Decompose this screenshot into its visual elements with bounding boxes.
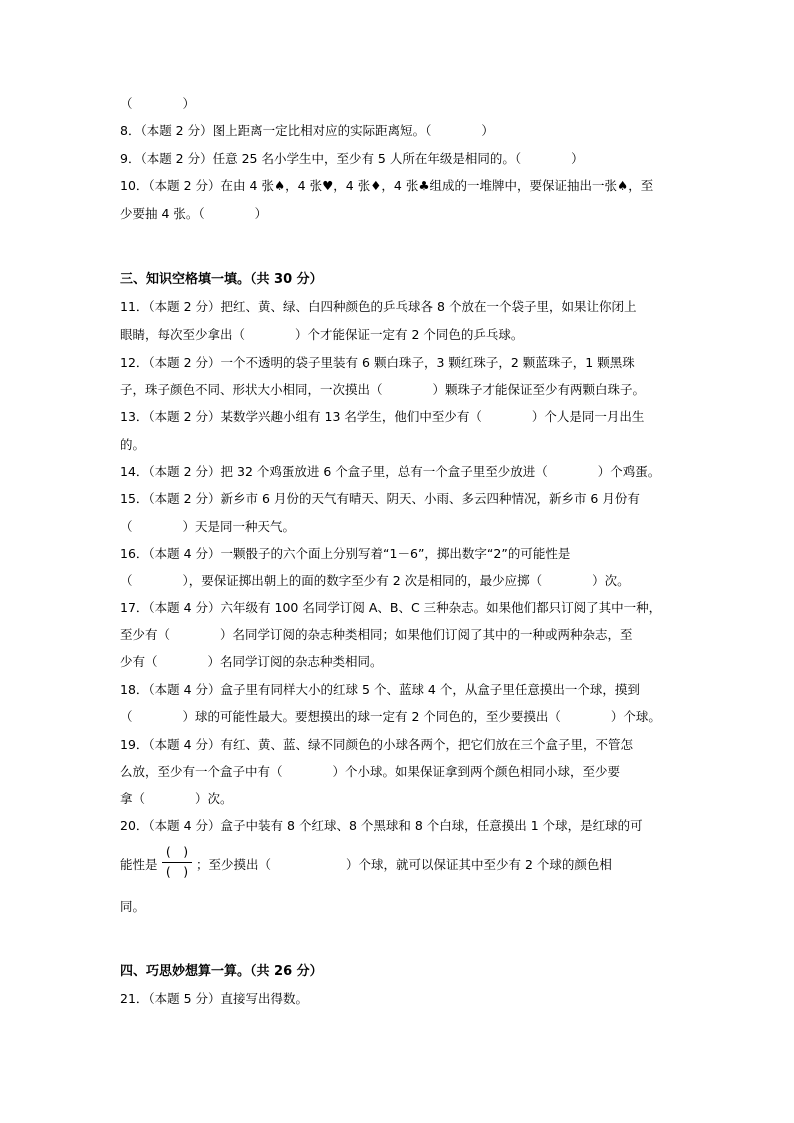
question-17-line-3: 少有（ ）名同学订阅的杂志种类相同。 [120, 654, 383, 669]
question-12-line-2: 子，珠子颜色不同、形状大小相同，一次摸出（ ）颗珠子才能保证至少有两颗白珠子。 [120, 382, 646, 397]
question-15-line-2: （ ）天是同一种天气。 [120, 519, 296, 534]
question-9: 9．（本题 2 分）任意 25 名小学生中，至少有 5 人所在年级是相同的。（ ） [120, 151, 584, 166]
section-4-heading: 四、巧思妙想算一算。（共 26 分） [120, 964, 323, 979]
question-16-line-2: （ ），要保证掷出朝上的面的数字至少有 2 次是相同的，最少应掷（ ）次。 [120, 573, 630, 588]
question-8: 8．（本题 2 分）图上距离一定比相对应的实际距离短。（ ） [120, 123, 494, 138]
question-19-line-3: 拿（ ）次。 [120, 791, 233, 806]
q7-answer-blank: （ ） [120, 96, 196, 111]
question-17-line-1: 17．（本题 4 分）六年级有 100 名同学订阅 A、B、C 三种杂志。如果他们都只订阅了其中一种， [120, 600, 662, 615]
question-19-line-2: 么放，至少有一个盒子中有（ ）个小球。如果保证拿到两个颜色相同小球，至少要 [120, 764, 621, 779]
question-10-line-1: 10．（本题 2 分）在由 4 张♠，4 张♥，4 张♦，4 张♣组成的一堆牌中，要保证抽出一张♠，至 [120, 178, 654, 193]
question-20-line-3: 同。 [120, 899, 146, 914]
question-13-line-2: 的。 [120, 437, 146, 452]
question-20-line-2-suffix: ；至少摸出（ ）个球，就可以保证其中至少有 2 个球的颜色相 [196, 857, 612, 872]
question-15-line-1: 15．（本题 2 分）新乡市 6 月份的天气有晴天、阴天、小雨、多云四种情况，新乡市 6 月份有 [120, 491, 640, 506]
question-11-line-1: 11．（本题 2 分）把红、黄、绿、白四种颜色的乒乓球各 8 个放在一个袋子里，如果让你闭上 [120, 299, 637, 314]
fraction-numerator: ( ) [165, 844, 189, 859]
fraction-blank [161, 845, 193, 881]
question-12-line-1: 12．（本题 2 分）一个不透明的袋子里装有 6 颗白珠子，3 颗红珠子，2 颗蓝珠子，1 颗黑珠 [120, 355, 635, 370]
question-20-line-1: 20．（本题 4 分）盒子中装有 8 个红球、8 个黑球和 8 个白球，任意摸出 1 个球，是红球的可 [120, 818, 643, 833]
fraction-denominator: ( ) [165, 864, 189, 879]
question-10-line-2: 少要抽 4 张。（ ） [120, 206, 268, 221]
fraction-bar [162, 862, 192, 863]
question-16-line-1: 16．（本题 4 分）一颗骰子的六个面上分别写着“1－6”，掷出数字“2”的可能性是 [120, 546, 571, 561]
question-11-line-2: 眼睛，每次至少拿出（ ）个才能保证一定有 2 个同色的乒乓球。 [120, 327, 524, 342]
question-18-line-2: （ ）球的可能性最大。要想摸出的球一定有 2 个同色的，至少要摸出（ ）个球。 [120, 709, 661, 724]
question-19-line-1: 19．（本题 4 分）有红、黄、蓝、绿不同颜色的小球各两个，把它们放在三个盒子里，不管怎 [120, 737, 634, 752]
question-18-line-1: 18．（本题 4 分）盒子里有同样大小的红球 5 个、蓝球 4 个，从盒子里任意摸出一个球，摸到 [120, 682, 640, 697]
question-20-line-2-prefix: 能性是 [120, 857, 158, 872]
question-17-line-2: 至少有（ ）名同学订阅的杂志种类相同；如果他们订阅了其中的一种或两种杂志，至 [120, 627, 633, 642]
question-13-line-1: 13．（本题 2 分）某数学兴趣小组有 13 名学生，他们中至少有（ ）个人是同一月出生 [120, 409, 645, 424]
question-21: 21．（本题 5 分）直接写出得数。 [120, 991, 309, 1006]
section-3-heading: 三、知识空格填一填。（共 30 分） [120, 272, 323, 287]
question-14: 14．（本题 2 分）把 32 个鸡蛋放进 6 个盒子里，总有一个盒子里至少放进（ ）个鸡蛋。 [120, 464, 661, 479]
